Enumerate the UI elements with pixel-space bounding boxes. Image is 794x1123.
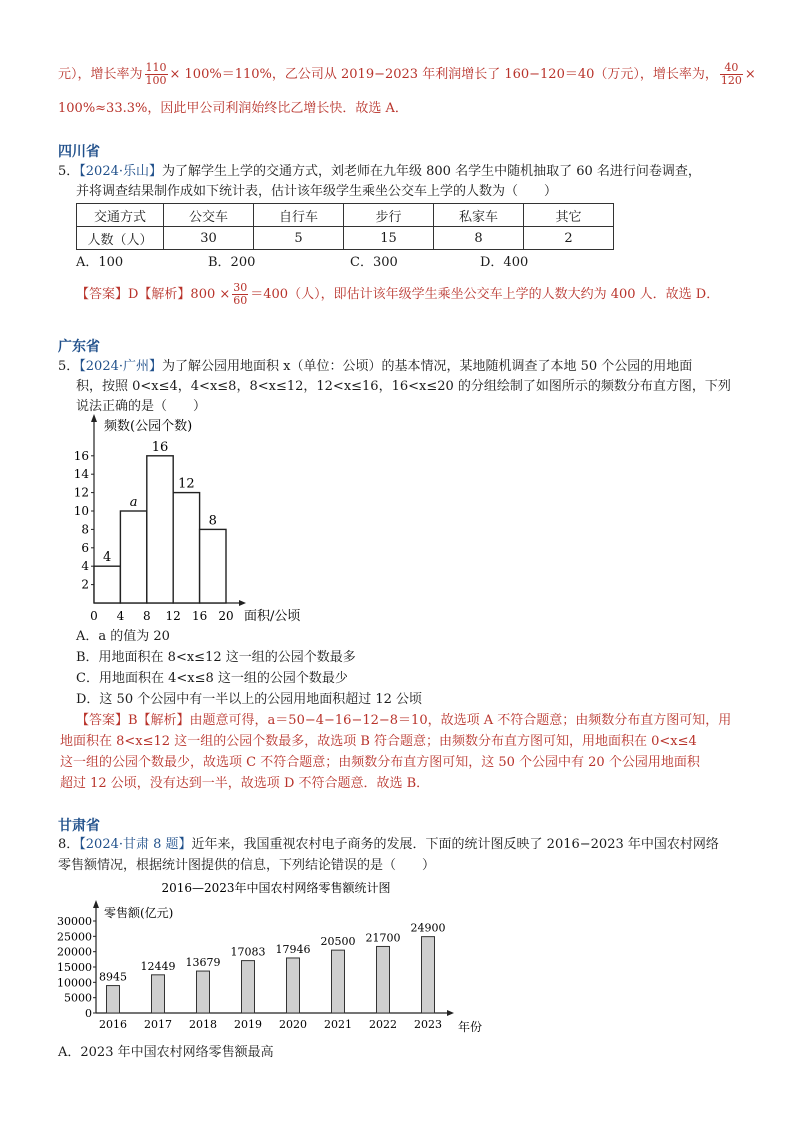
- histogram-bar: [173, 493, 199, 603]
- table-cell: 私家车: [434, 204, 524, 227]
- question-line: 并将调查结果制作成如下统计表，估计该年级学生乘坐公交车上学的人数为（ ）: [76, 184, 558, 199]
- retail-bar: [152, 975, 165, 1013]
- table-cell: 人数（人）: [77, 227, 164, 250]
- bar-data-label: 17083: [230, 945, 266, 959]
- province-heading-guangdong: 广东省: [58, 339, 100, 355]
- question-text: 近年来，我国重视农村电子商务的发展．下面的统计图反映了 2016−2023 年中国农村网络: [191, 837, 719, 852]
- fraction-110-100: $\frac{110}{100}$: [145, 61, 167, 87]
- answer-line: [76, 282, 719, 307]
- question-source-tag: 【2024·广州】: [79, 359, 162, 374]
- y-tick-label: 20000: [57, 945, 92, 959]
- histogram-bar: [120, 511, 146, 603]
- x-tick-label: 12: [165, 609, 181, 623]
- retail-bar: [332, 950, 345, 1013]
- question-text: 为了解公园用地面积 x（单位：公顷）的基本情况，某地随机调查了本地 50 个公园的用地面: [162, 359, 693, 374]
- y-tick-label: 30000: [57, 915, 92, 928]
- x-tick-label: 2020: [279, 1018, 307, 1031]
- bar-data-label: 12: [178, 476, 195, 492]
- question-line: 积，按照 0<x≤4，4<x≤8，8<x≤12，12<x≤16，16<x≤20 的分组绘制了如图所示的频数分布直方图，下列: [76, 379, 731, 394]
- x-tick-label: 0: [90, 609, 98, 623]
- y-tick-label: 8: [81, 522, 89, 537]
- option-a: A．2023 年中国农村网络零售额最高: [58, 1045, 274, 1060]
- prev-answer-text-b: × 100%＝110%，乙公司从 2019−2023 年利润增长了 160−120＝40（万元），增长率为，: [169, 67, 718, 82]
- prev-answer-text-a: 元），增长率为: [58, 67, 143, 82]
- bar-data-label: 17946: [275, 942, 311, 956]
- bar-data-label: 24900: [410, 921, 446, 935]
- table-cell: 15: [344, 227, 434, 250]
- answer-text-a: 【答案】D【解析】800 ×: [76, 287, 231, 302]
- x-tick-label: 8: [142, 609, 151, 623]
- x-tick-label: 20: [218, 609, 234, 623]
- answer-line: 这一组的公园个数最少，故选项 C 不符合题意；由频数分布直方图可知，这 50 个公园中有 20 个公园用地面积: [60, 755, 700, 770]
- table-row: [77, 227, 614, 250]
- table-cell: 公交车: [164, 204, 254, 227]
- y-tick-label: 6: [81, 540, 89, 555]
- x-axis-arrow: [239, 600, 246, 606]
- table-row: [77, 204, 614, 227]
- option-c: C．用地面积在 4<x≤8 这一组的公园个数最少: [76, 671, 348, 686]
- bar-data-label: 8: [208, 513, 217, 529]
- option-c: C．300: [350, 255, 398, 270]
- answer-text-b: ＝400（人），即估计该年级学生乘坐公交车上学的人数大约为 400 人．故选 D．: [250, 287, 720, 302]
- option-b: B．用地面积在 8<x≤12 这一组的公园个数最多: [76, 650, 356, 665]
- frequency-histogram: [73, 414, 320, 626]
- y-tick-label: 12: [73, 485, 89, 500]
- retail-bar: [197, 971, 210, 1013]
- question-number: 5．: [58, 164, 80, 179]
- table-cell: 步行: [344, 204, 434, 227]
- table-cell: 8: [434, 227, 524, 250]
- y-tick-label: 0: [85, 1007, 92, 1020]
- retail-bar: [377, 946, 390, 1013]
- answer-line: 【答案】B【解析】由题意可得，a＝50−4−16−12−8＝10，故选项 A 不符合题意；由频数分布直方图可知，用: [76, 713, 732, 728]
- y-tick-label: 10000: [57, 976, 92, 990]
- y-axis-label: 零售额(亿元): [104, 906, 174, 920]
- prev-answer-line-1: [58, 62, 756, 87]
- question-number: 5．: [58, 359, 80, 374]
- option-d: D．这 50 个公园中有一半以上的公园用地面积超过 12 公顷: [76, 692, 423, 707]
- y-axis-arrow: [91, 414, 97, 422]
- question-line: [58, 836, 719, 854]
- y-tick-label: 2: [81, 577, 89, 592]
- x-tick-label: 2017: [144, 1018, 172, 1031]
- y-tick-label: 25000: [57, 930, 92, 944]
- x-tick-label: 2018: [189, 1018, 217, 1031]
- bar-data-label: 21700: [365, 931, 401, 945]
- option-a: A．100: [76, 255, 124, 270]
- x-tick-label: 2019: [234, 1018, 262, 1031]
- y-tick-label: 5000: [64, 991, 92, 1005]
- x-axis-arrow: [447, 1010, 454, 1016]
- retail-bar: [242, 961, 255, 1013]
- bar-data-label: 16: [151, 439, 169, 455]
- histogram-bar: [94, 566, 120, 603]
- question-line: [58, 163, 701, 181]
- y-axis-arrow: [93, 900, 99, 908]
- province-heading-gansu: 甘肃省: [58, 818, 100, 834]
- answer-line: 地面积在 8<x≤12 这一组的公园个数最多，故选项 B 符合题意；由频数分布直方图可知，用地面积在 0<x≤4: [60, 734, 697, 749]
- prev-answer-text-c: ×: [744, 67, 756, 82]
- x-axis-label: 面积/公顷: [244, 609, 301, 624]
- question-source-tag: 【2024·甘肃 8 题】: [79, 837, 192, 852]
- x-tick-label: 2023: [414, 1018, 442, 1031]
- table-cell: 其它: [524, 204, 614, 227]
- prev-answer-line-2: 100%≈33.3%，因此甲公司利润始终比乙增长快．故选 A．: [58, 101, 408, 116]
- table-cell: 交通方式: [77, 204, 164, 227]
- bar-data-label: 12449: [140, 959, 176, 973]
- table-cell: 5: [254, 227, 344, 250]
- bar-data-label: 13679: [185, 956, 221, 970]
- histogram-bar: [200, 529, 226, 603]
- x-tick-label: 2022: [369, 1018, 397, 1031]
- y-tick-label: 16: [73, 448, 89, 463]
- transport-table: [76, 203, 614, 250]
- retail-bar: [287, 958, 300, 1013]
- chart-title: 2016—2023年中国农村网络零售额统计图: [161, 881, 391, 895]
- option-a: A．a 的值为 20: [76, 629, 170, 644]
- bar-data-label: 20500: [320, 935, 356, 949]
- bar-data-label: a: [129, 495, 138, 510]
- y-tick-label: 14: [73, 467, 89, 482]
- fraction-30-60: $\frac{30}{60}$: [233, 281, 248, 307]
- x-tick-label: 16: [191, 609, 208, 623]
- bar-data-label: 8945: [99, 970, 127, 984]
- x-axis-label: 年份: [458, 1020, 483, 1034]
- y-tick-label: 15000: [57, 961, 92, 974]
- y-tick-label: 10: [73, 504, 89, 518]
- answer-line: 超过 12 公顷，没有达到一半，故选项 D 不符合题意．故选 B．: [60, 776, 430, 791]
- x-tick-label: 2016: [99, 1018, 127, 1031]
- province-heading-sichuan: 四川省: [58, 144, 100, 160]
- x-tick-label: 4: [116, 609, 125, 623]
- y-tick-label: 4: [81, 559, 89, 574]
- histogram-bar: [147, 456, 173, 603]
- option-b: B．200: [208, 255, 256, 270]
- question-source-tag: 【2024·乐山】: [79, 164, 162, 179]
- table-cell: 自行车: [254, 204, 344, 227]
- option-d: D．400: [480, 255, 529, 270]
- fraction-40-120: $\frac{40}{120}$: [720, 61, 742, 87]
- question-line: 零售额情况，根据统计图提供的信息，下列结论错误的是（ ）: [58, 858, 436, 873]
- question-number: 8．: [58, 837, 80, 852]
- question-line: [58, 358, 692, 376]
- question-line: 说法正确的是（ ）: [76, 399, 207, 414]
- retail-bar: [422, 937, 435, 1013]
- y-axis-label: 频数(公园个数): [104, 419, 193, 434]
- table-cell: 2: [524, 227, 614, 250]
- bar-data-label: 4: [103, 550, 112, 566]
- rural-retail-bar-chart: [56, 876, 496, 1036]
- x-tick-label: 2021: [324, 1018, 352, 1031]
- question-text: 为了解学生上学的交通方式，刘老师在九年级 800 名学生中随机抽取了 60 名进行问卷调查，: [162, 164, 701, 179]
- retail-bar: [107, 986, 120, 1013]
- table-cell: 30: [164, 227, 254, 250]
